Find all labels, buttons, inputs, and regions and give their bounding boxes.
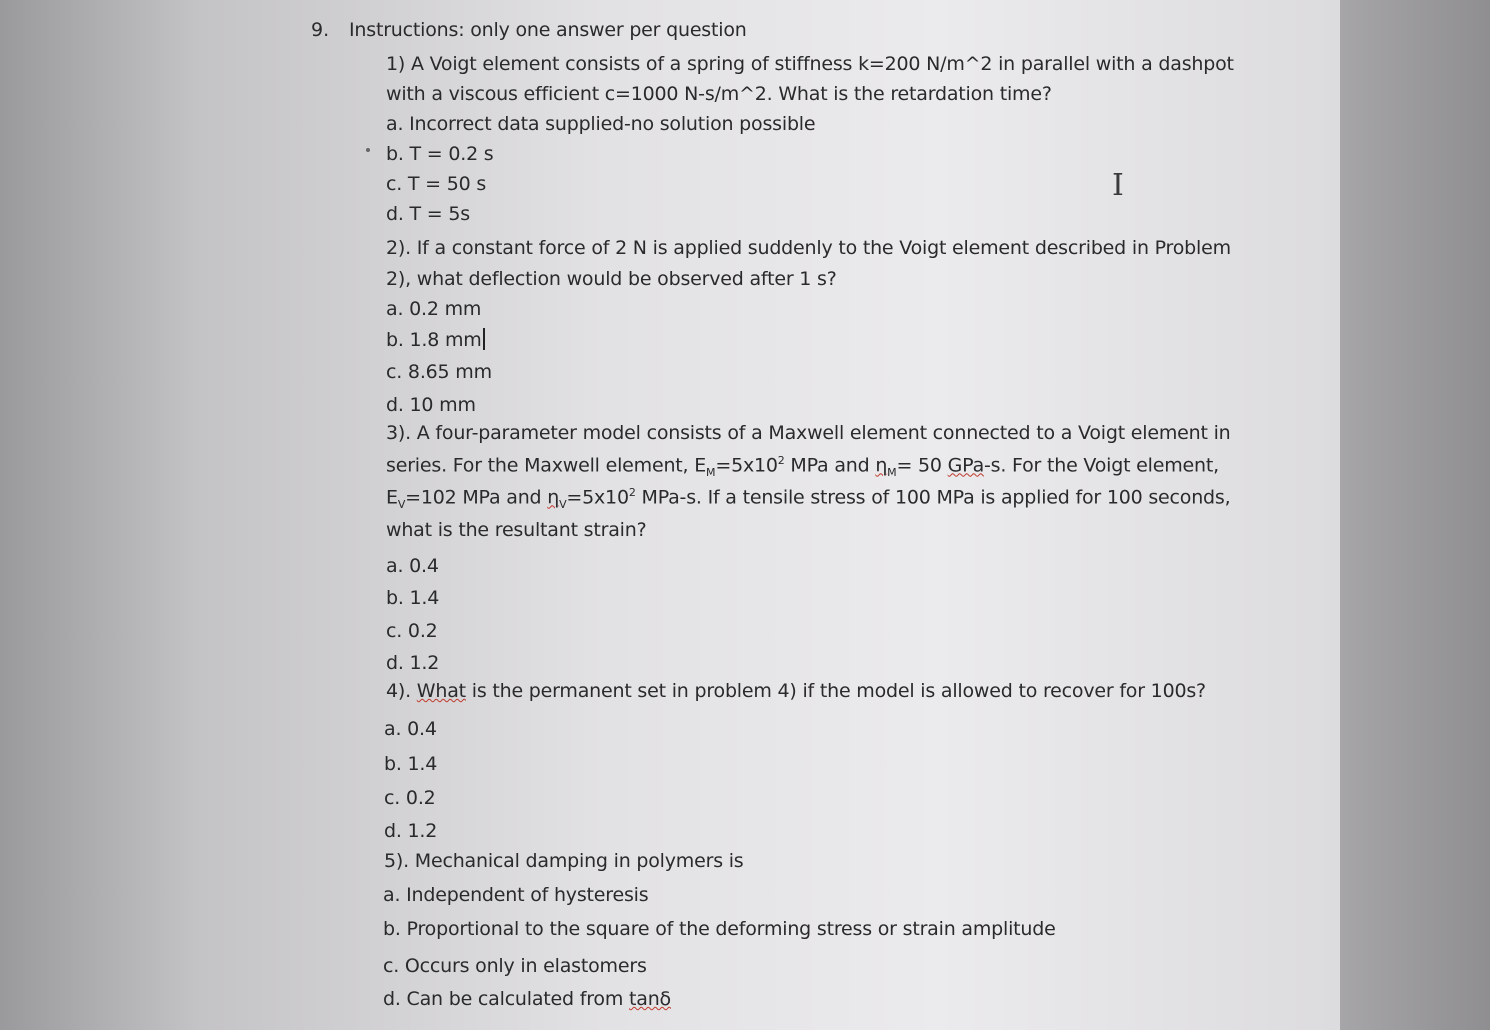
q3-superscript: 2 <box>777 454 785 467</box>
q2-option-d: d. 10 mm <box>386 394 476 416</box>
q3-stem-line4: what is the resultant strain? <box>386 519 647 541</box>
q3-stem-line2 <box>386 454 1219 479</box>
q4-what: What <box>416 680 466 702</box>
q3-eta: η <box>875 454 888 477</box>
q2-stem-line1: 2). If a constant force of 2 N is applied suddenly to the Voigt element described in Problem <box>386 237 1231 259</box>
q3-text: MPa and <box>784 454 876 477</box>
q3-stem-line3 <box>386 486 1230 511</box>
q1-stem-line1: 1) A Voigt element consists of a spring of stiffness k=200 N/m^2 in parallel with a dashpot <box>386 53 1234 75</box>
q4-stem <box>386 680 1206 702</box>
q3-subscript: V <box>559 498 567 512</box>
page-edge-background <box>1340 0 1490 1030</box>
q3-text: series. For the Maxwell element, E <box>386 454 707 477</box>
q3-gpa: GPa <box>947 454 985 477</box>
q3-subscript: M <box>706 466 716 480</box>
q3-subscript: V <box>397 498 406 512</box>
q2-option-b: b. 1.8 mm <box>386 329 482 351</box>
q3-text: =5x10 <box>566 486 629 509</box>
q3-option-a: a. 0.4 <box>386 555 439 577</box>
q2-option-c: c. 8.65 mm <box>386 361 492 383</box>
q3-text: E <box>386 486 398 509</box>
q3-eta: η <box>547 486 560 509</box>
q5-option-d-text: d. Can be calculated from <box>383 988 629 1010</box>
q3-stem-line1: 3). A four-parameter model consists of a Maxwell element connected to a Voigt element in <box>386 422 1231 444</box>
q3-option-c: c. 0.2 <box>386 620 438 642</box>
instructions-heading: Instructions: only one answer per question <box>349 19 747 41</box>
q2-option-a: a. 0.2 mm <box>386 298 482 320</box>
q3-option-d: d. 1.2 <box>386 652 440 674</box>
q5-stem: 5). Mechanical damping in polymers is <box>384 850 744 872</box>
q5-option-a: a. Independent of hysteresis <box>383 884 649 906</box>
text-cursor-icon: I <box>1112 168 1124 203</box>
q4-option-b: b. 1.4 <box>384 753 438 775</box>
q3-text: =102 MPa and <box>405 486 548 509</box>
q4-option-a: a. 0.4 <box>384 718 437 740</box>
q1-option-a: a. Incorrect data supplied-no solution possible <box>386 113 816 135</box>
q5-option-c: c. Occurs only in elastomers <box>383 955 647 977</box>
q3-text: = 50 <box>896 454 948 477</box>
q1-stem-line2: with a viscous efficient c=1000 N-s/m^2. What is the retardation time? <box>386 83 1052 105</box>
q4-text: is the permanent set in problem 4) if the model is allowed to recover for 100s? <box>465 680 1206 702</box>
q1-option-b: b. T = 0.2 s <box>386 143 494 165</box>
q5-option-b: b. Proportional to the square of the deforming stress or strain amplitude <box>383 918 1056 940</box>
question-number: 9. <box>311 19 330 41</box>
q3-text: -s. For the Voigt element, <box>984 454 1219 477</box>
q2-stem-line2: 2), what deflection would be observed after 1 s? <box>386 268 837 290</box>
q1-option-d: d. T = 5s <box>386 203 470 225</box>
q4-option-c: c. 0.2 <box>384 787 436 809</box>
q3-text: MPa-s. If a tensile stress of 100 MPa is applied for 100 seconds, <box>635 486 1231 509</box>
q3-subscript: M <box>887 466 897 480</box>
q3-text: =5x10 <box>715 454 778 477</box>
bullet-icon <box>366 148 370 152</box>
text-caret <box>483 328 485 350</box>
q1-option-c: c. T = 50 s <box>386 173 487 195</box>
q3-option-b: b. 1.4 <box>386 587 440 609</box>
q4-text: 4). <box>386 680 417 702</box>
q3-superscript: 2 <box>628 486 636 499</box>
q5-option-d <box>383 988 671 1010</box>
q2-option-b-line <box>386 328 485 351</box>
q4-option-d: d. 1.2 <box>384 820 438 842</box>
q5-option-d-tan: tanδ <box>629 988 671 1010</box>
